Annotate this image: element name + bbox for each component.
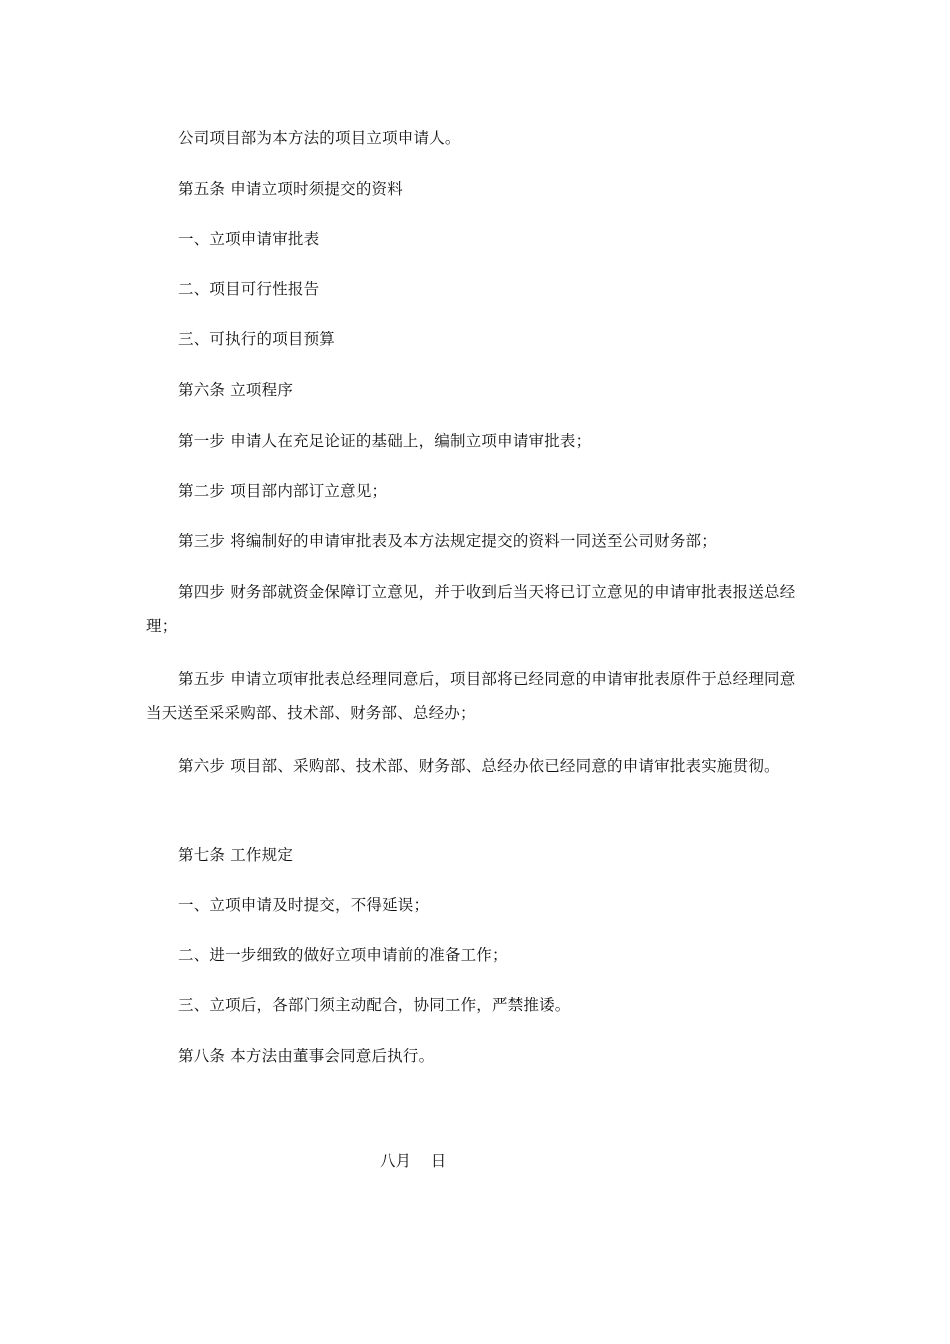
step-4: 第四步 财务部就资金保障订立意见，并于收到后当天将已订立意见的申请审批表报送总经理； <box>146 583 796 635</box>
list-item-feasibility-report: 二、项目可行性报告 <box>178 280 320 298</box>
rule-preparation: 二、进一步细致的做好立项申请前的准备工作； <box>178 946 508 964</box>
paragraph-applicant: 公司项目部为本方法的项目立项申请人。 <box>178 129 461 147</box>
rule-timely-submission: 一、立项申请及时提交，不得延误； <box>178 896 430 914</box>
signature-date: 八月 日 <box>380 1152 447 1170</box>
list-item-approval-form: 一、立项申请审批表 <box>178 230 320 248</box>
heading-article-8: 第八条 本方法由董事会同意后执行。 <box>178 1047 435 1065</box>
heading-article-6: 第六条 立项程序 <box>178 381 294 399</box>
step-3: 第三步 将编制好的申请审批表及本方法规定提交的资料一同送至公司财务部； <box>178 532 717 550</box>
heading-article-7: 第七条 工作规定 <box>178 846 294 864</box>
step-1: 第一步 申请人在充足论证的基础上，编制立项申请审批表； <box>178 432 592 450</box>
step-6: 第六步 项目部、采购部、技术部、财务部、总经办依已经同意的申请审批表实施贯彻。 <box>178 757 780 775</box>
step-5: 第五步 申请立项审批表总经理同意后，项目部将已经同意的申请审批表原件于总经理同意当天送至采采购部、技术部、财务部、总经办； <box>146 670 796 722</box>
rule-cooperation: 三、立项后，各部门须主动配合，协同工作，严禁推诿。 <box>178 996 571 1014</box>
step-2: 第二步 项目部内部订立意见； <box>178 482 388 500</box>
list-item-project-budget: 三、可执行的项目预算 <box>178 330 336 348</box>
heading-article-5: 第五条 申请立项时须提交的资料 <box>178 180 403 198</box>
